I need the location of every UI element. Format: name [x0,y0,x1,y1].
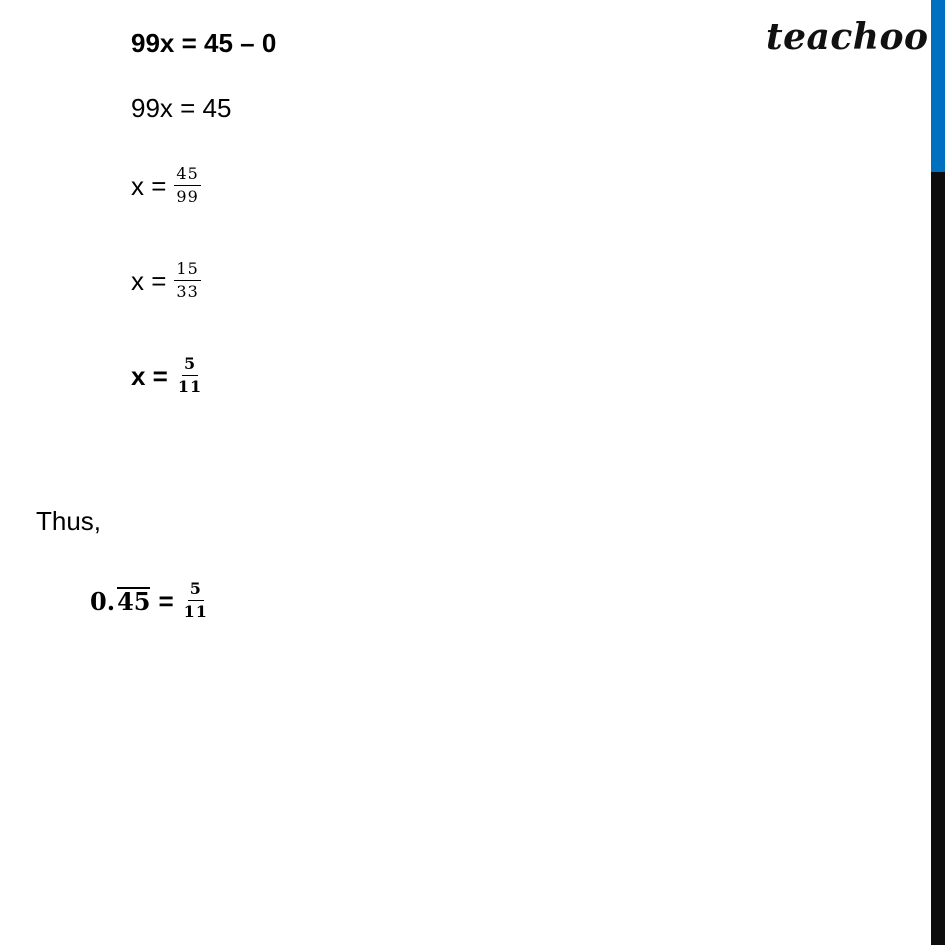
numerator: 5 [182,356,198,376]
step-text: 99x = 45 [131,93,232,123]
repeating-decimal [90,587,150,614]
step-text: 99x = 45 – 0 [131,28,277,58]
step-x-equals-15-over-33 [131,261,201,300]
numerator: 5 [188,581,204,601]
denominator: 11 [177,377,203,396]
step-99x-equals-45-minus-0 [131,30,276,56]
sidebar-accent-bar [931,0,945,172]
equals-sign: = [158,585,174,616]
conclusion-thus [36,508,101,534]
fraction [182,581,210,620]
final-result [90,581,210,620]
denominator: 11 [183,602,208,621]
denominator: 33 [176,282,199,301]
fraction [174,166,200,205]
numerator: 15 [174,261,200,281]
fraction [176,356,204,395]
numerator: 45 [174,166,200,186]
denominator: 99 [176,187,199,206]
conclusion-text: Thus, [36,506,102,536]
decimal-integer-part: 0. [90,587,116,616]
step-x-equals-45-over-99 [131,166,201,205]
step-x-equals-5-over-11 [131,356,204,395]
step-label: x = [131,265,167,296]
step-99x-equals-45 [131,95,231,121]
step-label: x = [131,360,168,391]
repeating-digits: 45 [117,587,151,616]
step-label: x = [131,170,167,201]
fraction [174,261,200,300]
teachoo-logo: teachoo [766,16,929,58]
